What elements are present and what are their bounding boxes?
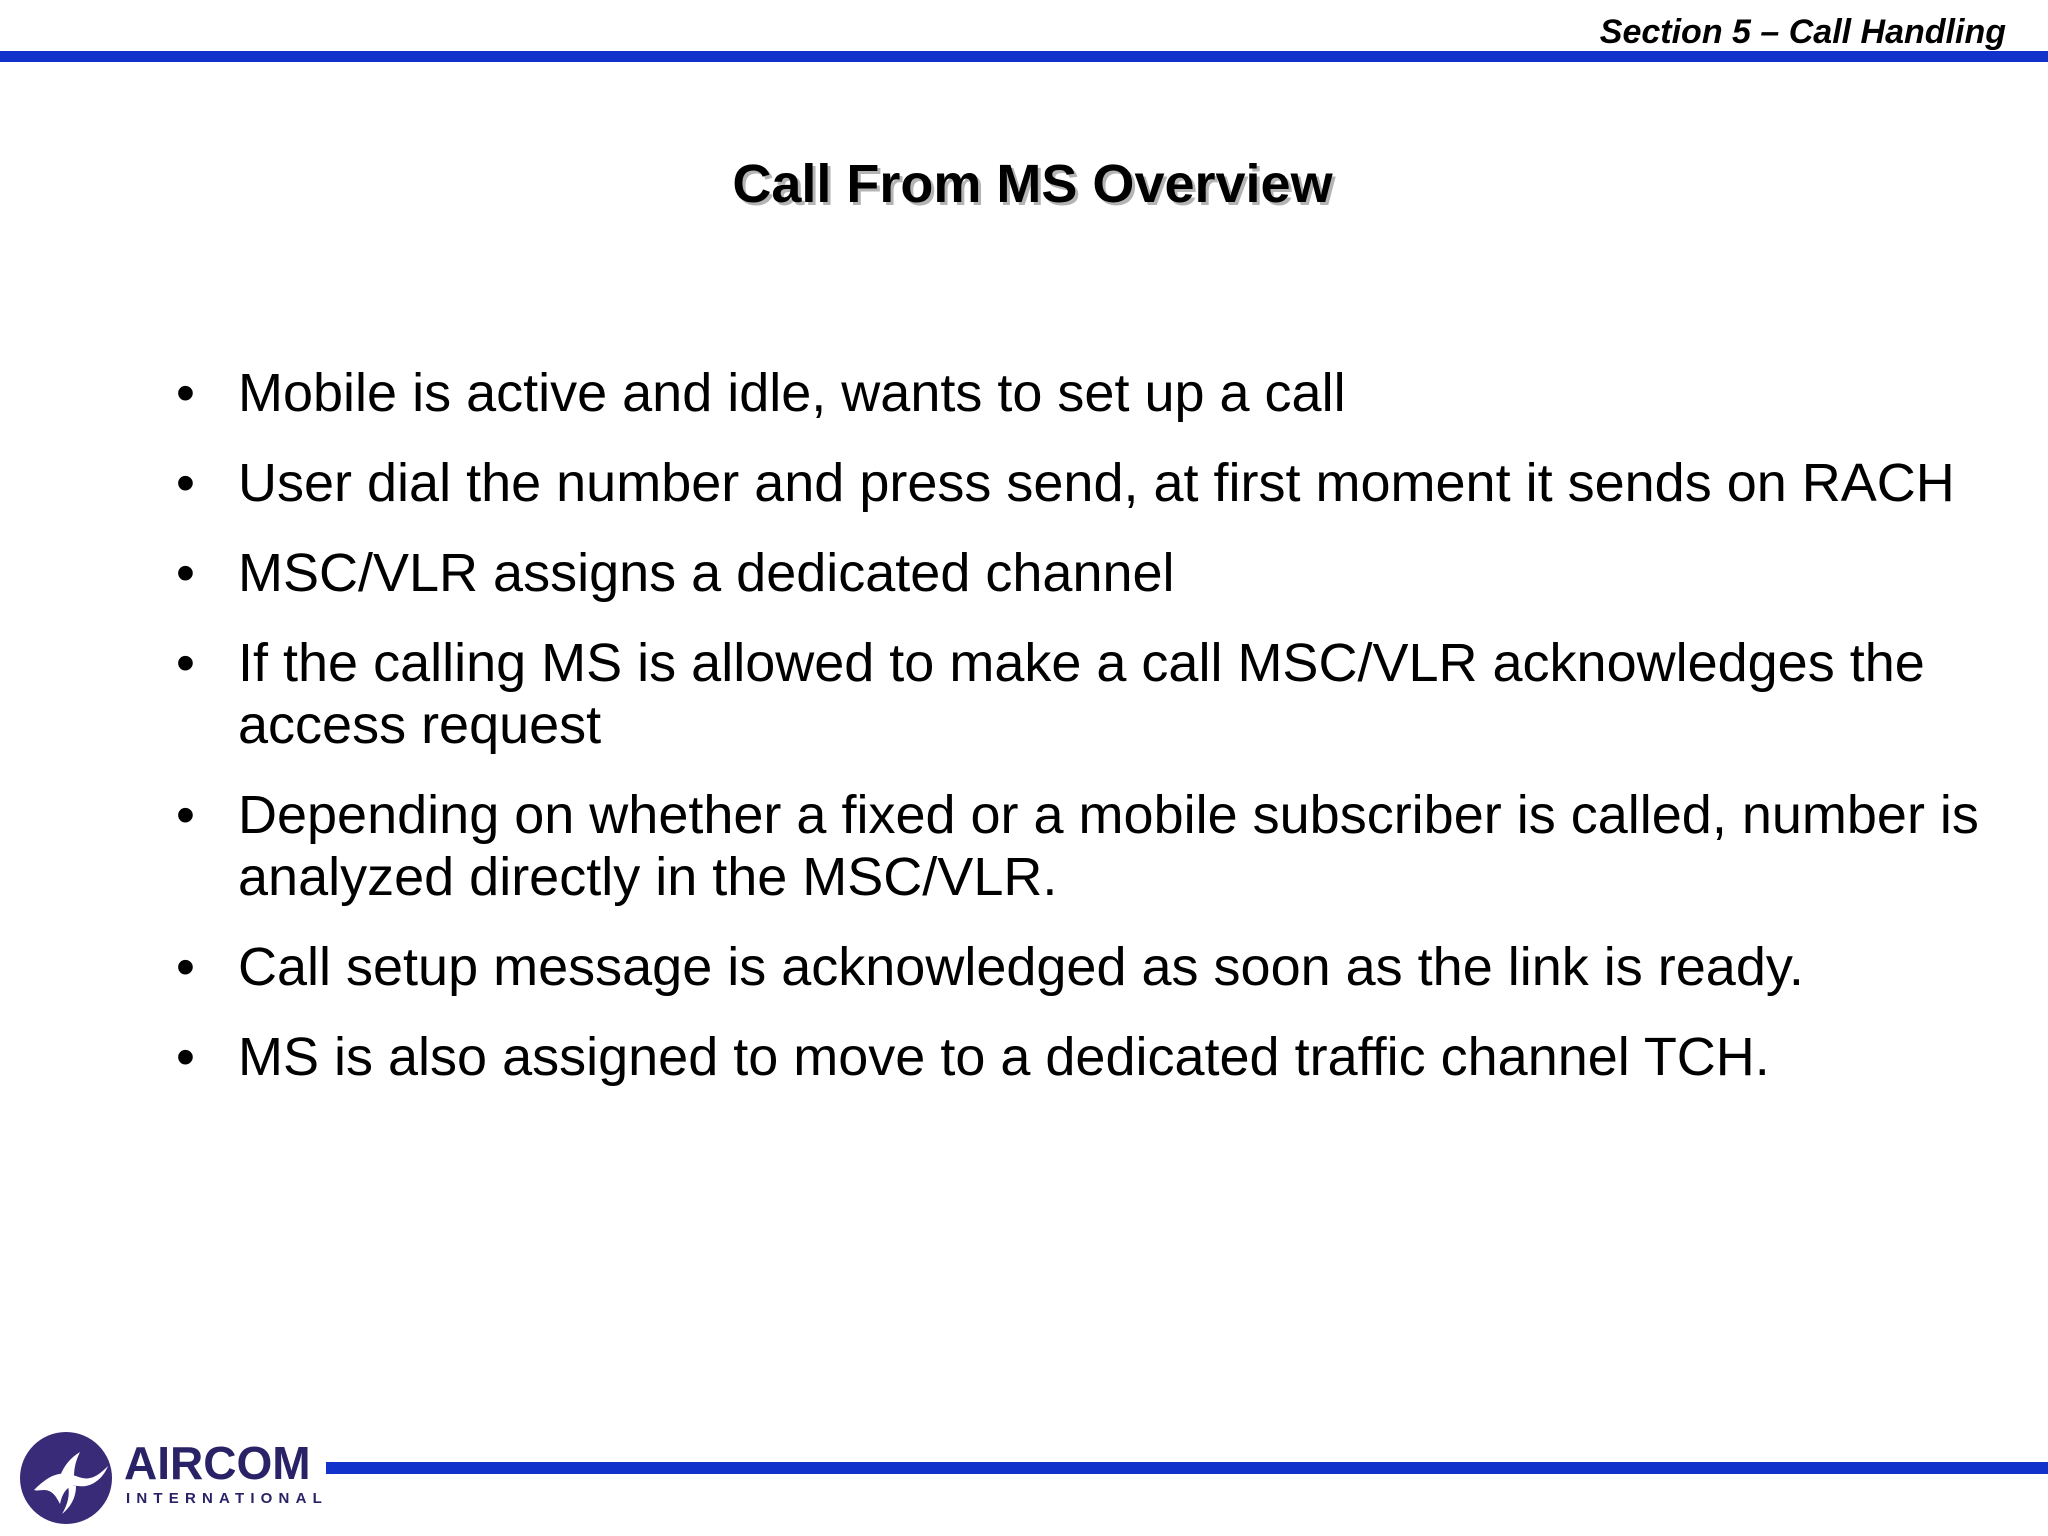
section-header: Section 5 – Call Handling: [1599, 13, 2006, 51]
bullet-icon: •: [176, 363, 195, 423]
list-item: [172, 452, 2012, 514]
bullet-text: MS is also assigned to move to a dedicated traffic channel TCH.: [238, 1027, 1770, 1087]
bird-in-circle-icon: [20, 1432, 112, 1524]
bullet-text: Mobile is active and idle, wants to set up a call: [238, 363, 1346, 423]
logo-subtitle: INTERNATIONAL: [126, 1490, 328, 1507]
bullet-icon: •: [176, 937, 195, 997]
list-item: [172, 936, 2012, 998]
bullet-text: MSC/VLR assigns a dedicated channel: [238, 543, 1175, 603]
top-divider: [0, 51, 2048, 62]
bullet-icon: •: [176, 1027, 195, 1087]
list-item: [172, 784, 2012, 908]
bullet-text: User dial the number and press send, at first moment it sends on RACH: [238, 453, 1955, 513]
bullet-list: [172, 362, 2012, 1116]
bullet-icon: •: [176, 543, 195, 603]
bullet-text: Call setup message is acknowledged as soon as the link is ready.: [238, 937, 1804, 997]
bullet-icon: •: [176, 785, 195, 845]
slide-title: Call From MS Overview: [732, 154, 1333, 214]
logo-name: AIRCOM: [124, 1437, 311, 1489]
list-item: [172, 542, 2012, 604]
list-item: [172, 362, 2012, 424]
bullet-icon: •: [176, 453, 195, 513]
list-item: [172, 632, 2012, 756]
bullet-text: Depending on whether a fixed or a mobile subscriber is called, number is analyzed directly in the MSC/VLR.: [238, 785, 1979, 907]
list-item: [172, 1026, 2012, 1088]
bullet-text: If the calling MS is allowed to make a call MSC/VLR acknowledges the access request: [238, 633, 1925, 755]
bullet-icon: •: [176, 633, 195, 693]
aircom-logo: [20, 1432, 328, 1524]
bottom-divider: [326, 1462, 2048, 1474]
